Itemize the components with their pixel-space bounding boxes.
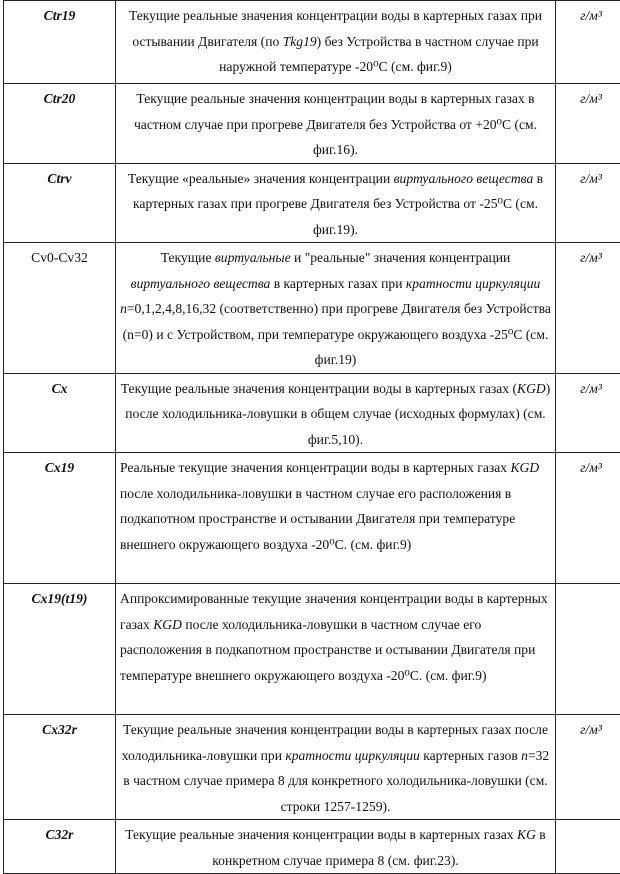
unit-cell: г/м³ bbox=[556, 373, 620, 453]
description-text: в картерных газах при bbox=[270, 276, 406, 291]
table-row bbox=[4, 373, 620, 453]
table-row bbox=[4, 243, 620, 374]
description-italic-text: KGD bbox=[510, 460, 539, 475]
description-cell bbox=[116, 163, 556, 243]
symbol-cell: Cx bbox=[4, 373, 116, 453]
description-italic-text: виртуального вещества bbox=[131, 276, 271, 291]
description-italic-text: n bbox=[521, 748, 528, 763]
table-row bbox=[4, 715, 620, 820]
description-text: после холодильника-ловушки в частном случае его расположения в подкапотном пространстве и остывании Двигателя при температуре внешнего окружающего воздуха -20⁰С. (см. фиг.9) bbox=[120, 486, 515, 552]
description-text: ) без Устройства в частном случае при наружной температуре -20⁰С (см. фиг.9) bbox=[219, 34, 539, 75]
description-text: =32 в частном случае примера 8 для конкретного холодильника-ловушки (см. строки 1257-1259). bbox=[123, 748, 549, 814]
description-cell bbox=[116, 243, 556, 374]
symbol-cell: C32r bbox=[4, 820, 116, 874]
symbol-cell: Cx32r bbox=[4, 715, 116, 820]
description-italic-text: кратности циркуляции bbox=[285, 748, 419, 763]
unit-cell: г/м³ bbox=[556, 715, 620, 820]
description-text: после холодильника-ловушки в частном случае его расположения в подкапотном пространстве и остывании Двигателя при температуре внешнего окружающего воздуха -20⁰С. (см. фиг.9) bbox=[120, 617, 535, 683]
table-row bbox=[4, 84, 620, 164]
description-cell bbox=[116, 453, 556, 584]
symbol-cell: Ctr20 bbox=[4, 84, 116, 164]
unit-cell: г/м³ bbox=[556, 453, 620, 584]
description-italic-text: виртуального вещества bbox=[394, 171, 534, 186]
description-italic-text: виртуальные bbox=[215, 250, 291, 265]
description-italic-text: KG bbox=[517, 827, 536, 842]
description-text: в картерных газах при прогреве Двигателя без Устройства от -25⁰С (см. фиг.19). bbox=[133, 171, 543, 237]
table-row bbox=[4, 1, 620, 84]
description-text: Текущие «реальные» значения концентрации bbox=[128, 171, 394, 186]
symbol-cell: Ctr19 bbox=[4, 1, 116, 84]
unit-cell: г/м³ bbox=[556, 163, 620, 243]
table-row bbox=[4, 163, 620, 243]
unit-cell bbox=[556, 584, 620, 715]
description-italic-text: Tkg19 bbox=[283, 34, 317, 49]
description-text: Текущие реальные значения концентрации воды в картерных газах после холодильника-ловушки при bbox=[122, 722, 548, 763]
symbol-cell: Cx19(t19) bbox=[4, 584, 116, 715]
table-row bbox=[4, 584, 620, 715]
description-text: Текущие реальные значения концентрации воды в картерных газах bbox=[125, 827, 517, 842]
description-text: и "реальные" значения концентрации bbox=[291, 250, 511, 265]
description-text: ) после холодильника-ловушки в общем случае (исходных формулах) (см. фиг.5,10). bbox=[125, 381, 550, 447]
description-italic-text: KGD bbox=[517, 381, 546, 396]
description-cell bbox=[116, 1, 556, 84]
description-text: =0,1,2,4,8,16,32 (соответственно) при прогреве Двигателя без Устройства (n=0) и с Устройством, при температуре окружающего воздуха -25⁰С (см. фиг.19) bbox=[123, 301, 551, 367]
description-text: Текущие bbox=[161, 250, 215, 265]
unit-cell bbox=[556, 820, 620, 874]
description-cell bbox=[116, 715, 556, 820]
symbol-cell: Cv0-Cv32 bbox=[4, 243, 116, 374]
description-text: Реальные текущие значения концентрации воды в картерных газах bbox=[120, 460, 510, 475]
description-text: Текущие реальные значения концентрации воды в картерных газах в частном случае при прогреве Двигателя без Устройства от +20⁰С (см. фиг.16). bbox=[134, 91, 537, 157]
description-text: в конкретном случае примера 8 (см. фиг.23). bbox=[212, 827, 545, 868]
symbol-cell: Ctrv bbox=[4, 163, 116, 243]
description-italic-text: кратности циркуляции n bbox=[120, 276, 540, 317]
description-text: Текущие реальные значения концентрации воды в картерных газах ( bbox=[121, 381, 517, 396]
description-cell bbox=[116, 820, 556, 874]
table-row bbox=[4, 820, 620, 874]
description-cell bbox=[116, 84, 556, 164]
description-cell bbox=[116, 584, 556, 715]
description-text: картерных газов bbox=[420, 748, 521, 763]
unit-cell: г/м³ bbox=[556, 1, 620, 84]
unit-cell: г/м³ bbox=[556, 84, 620, 164]
description-text: Аппроксимированные текущие значения концентрации воды в картерных газах bbox=[120, 591, 548, 632]
table-row bbox=[4, 453, 620, 584]
symbol-cell: Cx19 bbox=[4, 453, 116, 584]
description-italic-text: KGD bbox=[153, 617, 182, 632]
unit-cell: г/м³ bbox=[556, 243, 620, 374]
definitions-table bbox=[3, 0, 620, 874]
description-cell bbox=[116, 373, 556, 453]
description-text: Текущие реальные значения концентрации воды в картерных газах при остывании Двигателя (по bbox=[129, 8, 542, 49]
